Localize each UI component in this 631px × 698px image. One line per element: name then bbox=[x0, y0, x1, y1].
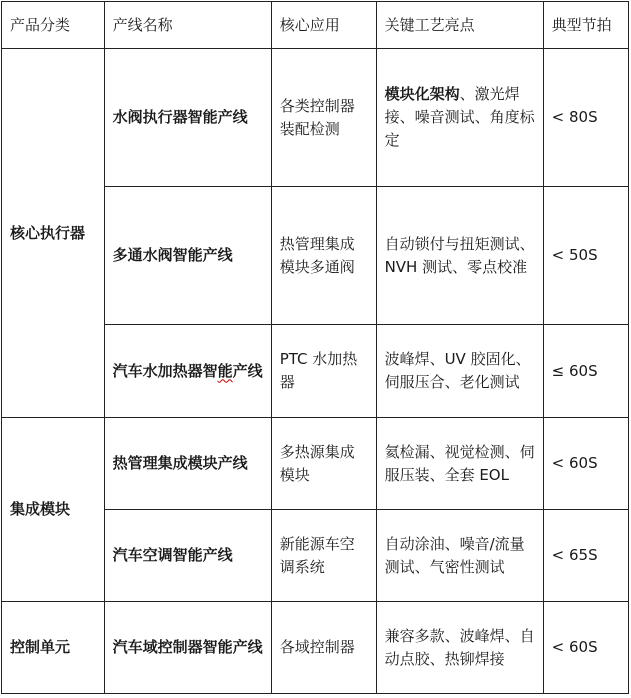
core-application-cell: 各类控制器装配检测 bbox=[271, 49, 376, 187]
production-line-table bbox=[1, 1, 629, 694]
takt-time-cell: < 60S bbox=[543, 418, 628, 510]
core-application-cell: 多热源集成模块 bbox=[271, 418, 376, 510]
process-highlights-cell: 氦检漏、视觉检测、伺服压装、全套 EOL bbox=[376, 418, 543, 510]
line-name-cell: 汽车空调智能产线 bbox=[104, 510, 271, 602]
core-application-cell: 热管理集成模块多通阀 bbox=[271, 187, 376, 325]
spellcheck-marked-text: 能 bbox=[217, 361, 233, 380]
takt-time-cell: < 50S bbox=[543, 187, 628, 325]
process-highlights-cell: 波峰焊、UV 胶固化、伺服压合、老化测试 bbox=[376, 325, 543, 418]
takt-time-cell: ≤ 60S bbox=[543, 325, 628, 418]
core-application-cell: 各域控制器 bbox=[271, 602, 376, 694]
line-name-cell bbox=[104, 325, 271, 418]
category-cell: 集成模块 bbox=[2, 418, 105, 602]
table-row bbox=[2, 49, 629, 187]
table-row bbox=[2, 418, 629, 510]
line-name-part: 产线 bbox=[232, 361, 263, 380]
process-highlight-emphasis: 模块化架构 bbox=[384, 85, 460, 103]
line-name-cell: 汽车域控制器智能产线 bbox=[104, 602, 271, 694]
takt-time-cell: < 80S bbox=[543, 49, 628, 187]
process-highlights-cell: 自动锁付与扭矩测试、NVH 测试、零点校准 bbox=[376, 187, 543, 325]
header-takt-time: 典型节拍 bbox=[543, 2, 628, 49]
process-highlights-cell bbox=[376, 49, 543, 187]
core-application-cell: PTC 水加热器 bbox=[271, 325, 376, 418]
line-name-part: 汽车水加热器智 bbox=[112, 361, 218, 380]
process-highlight-text: 、激光焊接、噪音测试、角度标定 bbox=[384, 85, 535, 149]
line-name-cell: 多通水阀智能产线 bbox=[104, 187, 271, 325]
header-process-highlights: 关键工艺亮点 bbox=[376, 2, 543, 49]
header-line-name: 产线名称 bbox=[104, 2, 271, 49]
header-category: 产品分类 bbox=[2, 2, 105, 49]
line-name-cell: 水阀执行器智能产线 bbox=[104, 49, 271, 187]
category-cell: 控制单元 bbox=[2, 602, 105, 694]
header-row bbox=[2, 2, 629, 49]
header-core-application: 核心应用 bbox=[271, 2, 376, 49]
takt-time-cell: < 60S bbox=[543, 602, 628, 694]
process-highlights-cell: 自动涂油、噪音/流量测试、气密性测试 bbox=[376, 510, 543, 602]
core-application-cell: 新能源车空调系统 bbox=[271, 510, 376, 602]
category-cell: 核心执行器 bbox=[2, 49, 105, 418]
line-name-cell: 热管理集成模块产线 bbox=[104, 418, 271, 510]
process-highlights-cell: 兼容多款、波峰焊、自动点胶、热铆焊接 bbox=[376, 602, 543, 694]
table-row bbox=[2, 602, 629, 694]
takt-time-cell: < 65S bbox=[543, 510, 628, 602]
